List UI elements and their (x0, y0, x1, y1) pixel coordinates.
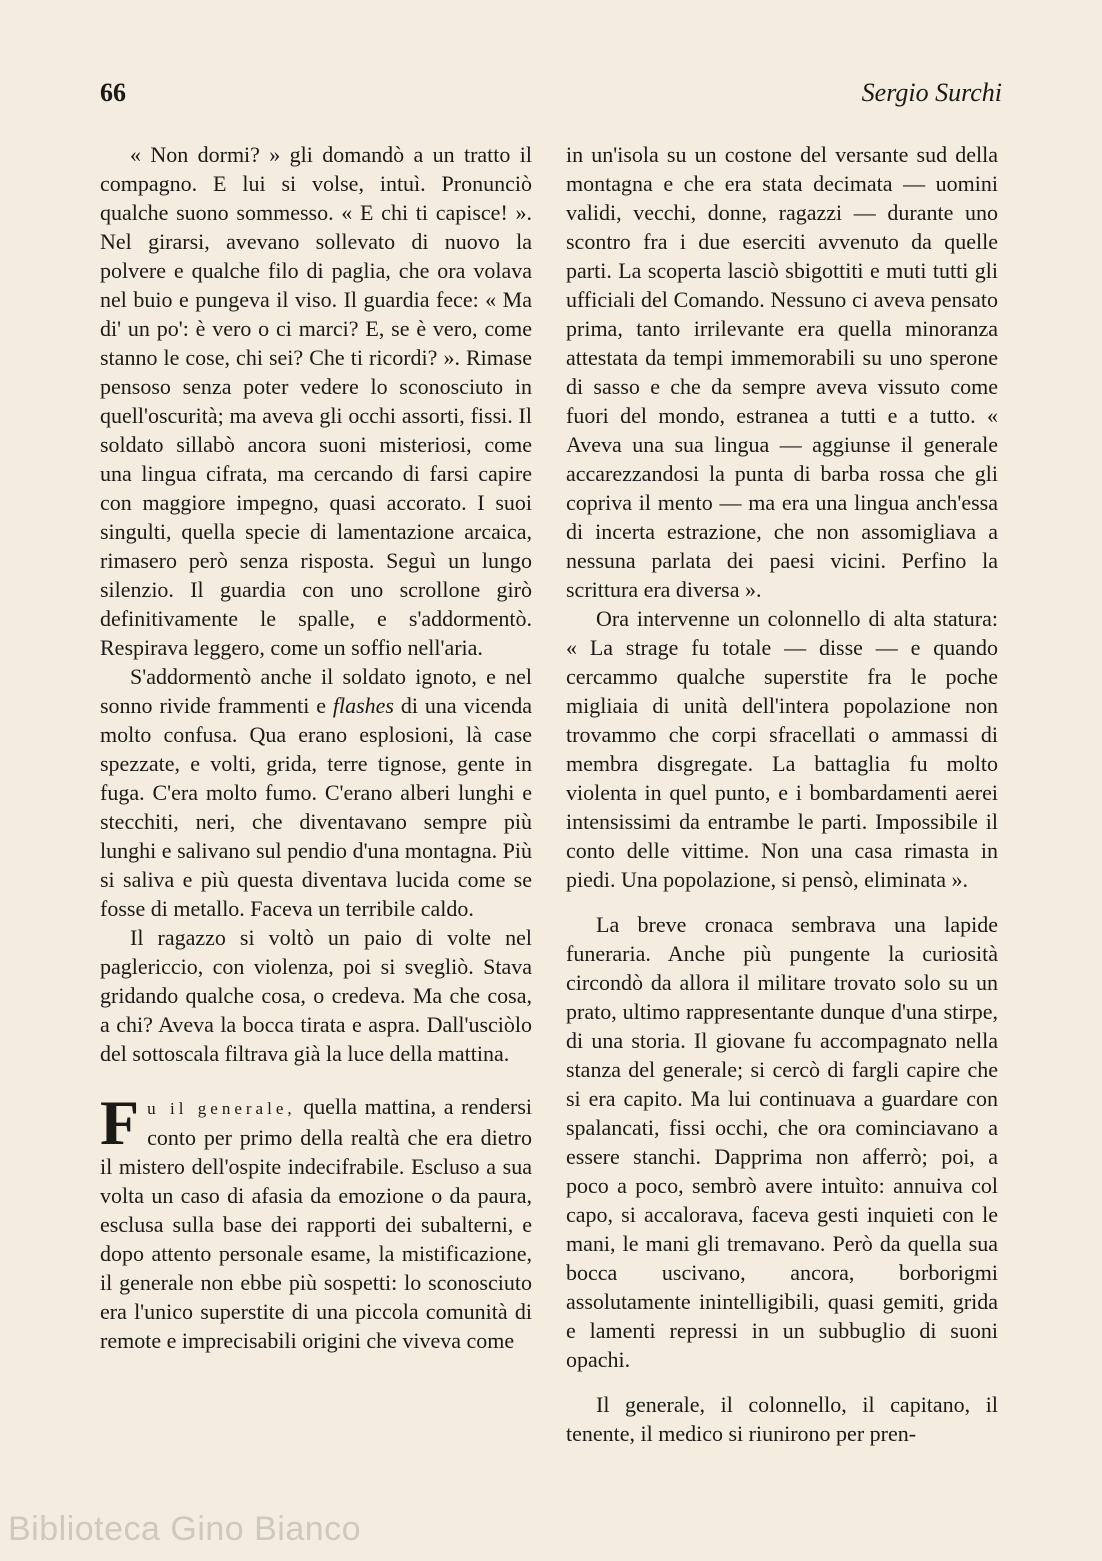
drop-cap: F (100, 1087, 140, 1158)
running-head: Sergio Surchi (861, 78, 1002, 107)
paragraph: Il generale, il colonnello, il capitano, il tenente, il medico si riunirono per pren- (566, 1392, 998, 1446)
paragraph (100, 662, 532, 923)
italic-word: flashes (332, 693, 394, 718)
paragraph-text: quella mattina, a rendersi conto per primo della realtà che era dietro il mistero dell'ospite indecifrabile. Escluso a sua volta un caso di afasia da emozione o da paura, esclusa sulla base dei rapporti dei subalterni, e dopo attento personale esame, la mistificazione, il generale non ebbe più sospetti: lo sconosciuto era l'unico superstite di una piccola comunità di remote e imprecisabili origini che viveva come (100, 1094, 532, 1353)
paragraph-text: S'addormentò anche il soldato ignoto, e nel sonno rivide frammenti e (100, 664, 532, 718)
right-column (566, 140, 998, 1448)
paragraph: Il ragazzo si voltò un paio di volte nel paglericcio, con violenza, poi si svegliò. Stava gridando qualche cosa, o credeva. Ma che cosa, a chi? Aveva la bocca tirata e aspra. Dall'usciòlo del sottoscala filtrava già la luce della mattina. (100, 925, 532, 1066)
left-column (100, 140, 532, 1355)
small-caps-lead: u il generale, (147, 1099, 296, 1118)
paragraph-text: di una vicenda molto confusa. Qua erano esplosioni, là case spezzate, e volti, grida, terre tignose, gente in fuga. C'era molto fumo. C'erano alberi lunghi e stecchiti, neri, che diventavano sempre più lunghi e salivano sul pendio d'una montagna. Più si saliva e più questa diventava lucida come se fosse di metallo. Faceva un terribile caldo. (100, 693, 532, 921)
section-opening-paragraph (100, 1087, 532, 1355)
library-watermark: Biblioteca Gino Bianco (8, 1510, 362, 1548)
paragraph: « Non dormi? » gli domandò a un tratto il compagno. E lui si volse, intuì. Pronunciò qualche suono sommesso. « E chi ti capisce! ». Nel girarsi, avevano sollevato di nuovo la polvere e qualche filo di paglia, che ora volava nel buio e pungeva il viso. Il guardia fece: « Ma di' un po': è vero o ci marci? E, se è vero, come stanno le cose, chi sei? Che ti ricordi? ». Rimase pensoso senza poter vedere lo sconosciuto in quell'oscurità; ma aveva gli occhi assorti, fissi. Il soldato sillabò ancora suoni misteriosi, come una lingua cifrata, ma cercando di farsi capire con maggiore impegno, quasi accorato. I suoi singulti, quella specie di lamentazione arcaica, rimasero però senza risposta. Seguì un lungo silenzio. Il guardia con uno scrollone girò definitivamente le spalle, e s'addormentò. Respirava leggero, come un soffio nell'aria. (100, 142, 532, 660)
page-number: 66 (100, 78, 126, 107)
paragraph: La breve cronaca sembrava una lapide funeraria. Anche più pungente la curiosità circondò da allora il militare trovato solo su un prato, ultimo rappresentante dunque d'una stirpe, di una storia. Il giovane fu accompagnato nella stanza del generale; si cercò di fargli capire che si era capito. Ma lui continuava a guardare con spalancati, fissi occhi, che ora cominciavano a essere stanchi. Dapprima non afferrò; poi, a poco a poco, sembrò avere intuìto: annuiva col capo, si accalorava, faceva gesti inquieti con le mani, le mani gli tremavano. Però da quella sua bocca uscivano, ancora, borborigmi assolutamente inintelligibili, quasi gemiti, grida e lamenti repressi in un subbuglio di suoni opachi. (566, 912, 998, 1372)
paragraph: Ora intervenne un colonnello di alta statura: « La strage fu totale — disse — e quando cercammo qualche superstite fra le poche migliaia di unità dell'intera popolazione non trovammo che corpi sfracellati o ammassi di membra disgregate. La battaglia fu molto violenta in quel punto, e i bombardamenti aerei intensissimi da entrambe le parti. Impossibile il conto delle vittime. Non una casa rimasta in piedi. Una popolazione, si pensò, eliminata ». (566, 606, 998, 892)
paragraph: in un'isola su un costone del versante sud della montagna e che era stata decimata — uomini validi, vecchi, donne, ragazzi — durante uno scontro fra i due eserciti avvenuto da quelle parti. La scoperta lasciò sbigottiti e muti tutti gli ufficiali del Comando. Nessuno ci aveva pensato prima, tanto irrilevante era quella minoranza attestata da tempi immemorabili su uno sperone di sasso e che da sempre aveva vissuto come fuori del mondo, estranea a tutti e a tutto. « Aveva una sua lingua — aggiunse il generale accarezzandosi la punta di barba rossa che gli copriva il mento — ma era una lingua anch'essa di incerta estrazione, che non assomigliava a nessuna parlata dei paesi vicini. Perfino la scrittura era diversa ». (566, 142, 998, 602)
